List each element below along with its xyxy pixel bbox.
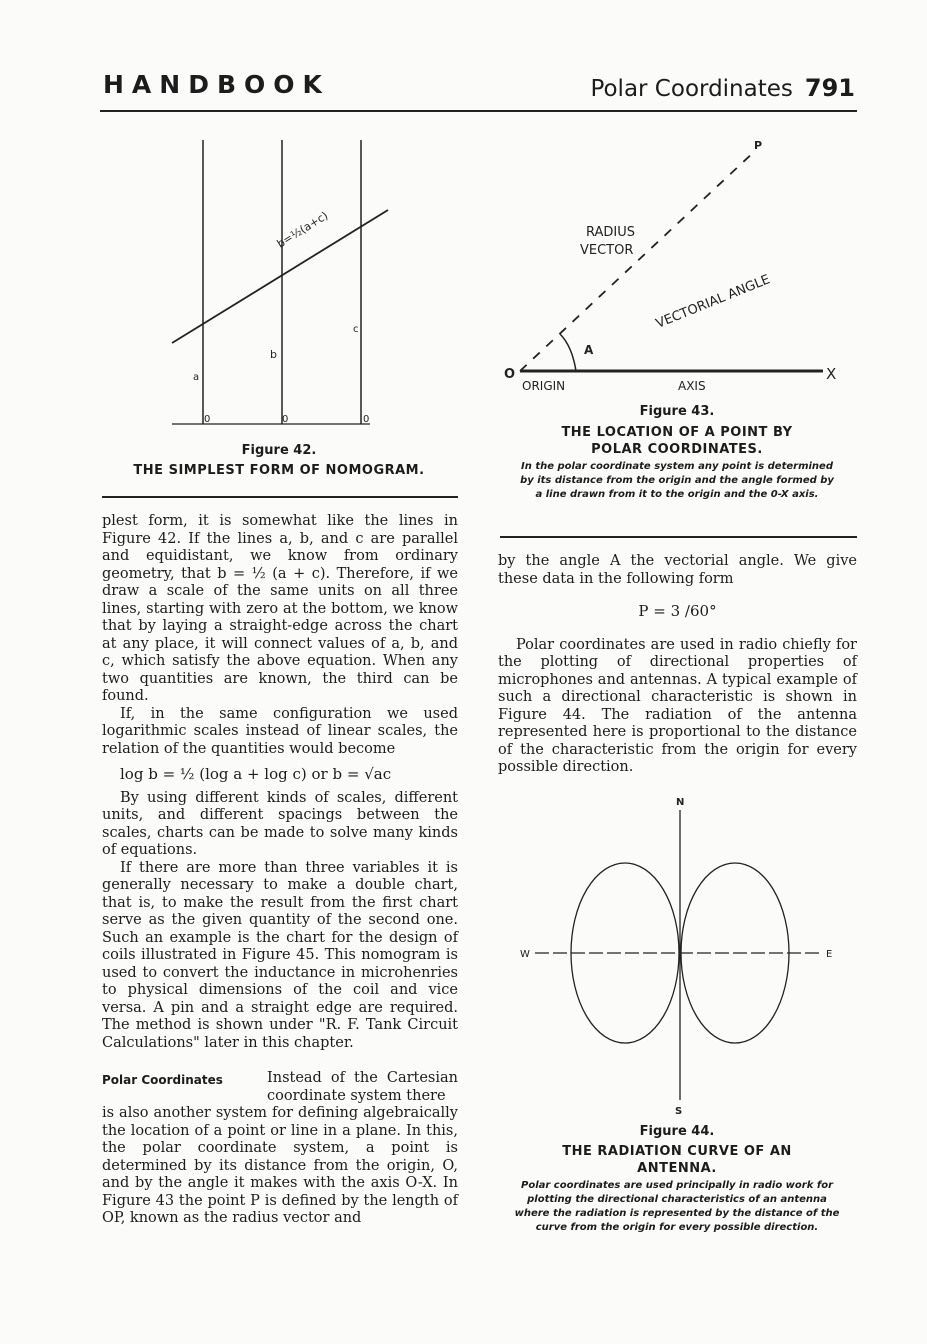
figure-42-title: THE SIMPLEST FORM OF NOMOGRAM. [133, 463, 425, 478]
figure-43-number: Figure 43. [639, 404, 715, 419]
polar-coordinates-section [102, 1070, 458, 1105]
label-e: E [826, 949, 833, 960]
left-column-text [102, 513, 458, 1228]
label-radius: RADIUS [586, 225, 636, 240]
formula-label: b=½(a+c) [274, 209, 331, 251]
paragraph: Polar coordinates are used in radio chiefly for the plotting of directional properties of microphones and antennas. A typical example of such a directional characteristic is shown in Figure 44. The radiation of the antenna represented here is proportional to the distance of the characteristic from the origin for every possible direction. [498, 636, 857, 775]
side-heading: Polar Coordinates [102, 1073, 223, 1087]
label-p: P [754, 139, 763, 152]
zero-label-b: 0 [282, 414, 289, 425]
zero-label-c: 0 [363, 414, 370, 425]
label-n: N [676, 797, 685, 808]
polar-equation: P = 3 /60° [638, 602, 717, 620]
figure-44-radiation-curve [505, 790, 855, 1120]
running-header-title: HANDBOOK [103, 70, 330, 99]
paragraph: By using different kinds of scales, different units, and different spacings between the scales, charts can be made to solve many kinds of equations. [102, 789, 458, 858]
label-vectorial-angle: VECTORIAL ANGLE [653, 272, 773, 332]
label-origin: ORIGIN [522, 379, 566, 393]
header-rule [100, 110, 857, 112]
label-x: X [826, 365, 837, 383]
label-s: S [675, 1106, 683, 1117]
figure-44-title: THE RADIATION CURVE OF AN ANTENNA. [562, 1144, 792, 1176]
figure-42-nomogram [160, 130, 410, 430]
page-number: 791 [804, 74, 855, 102]
angle-arc [560, 334, 576, 371]
figure-43-caption: In the polar coordinate system any point is determined by its distance from the origin and the angle formed by a line drawn from it to the origin and the 0-X axis. [520, 461, 834, 500]
label-a: a [193, 372, 200, 383]
right-column-text [498, 553, 857, 777]
paragraph: plest form, it is somewhat like the lines in Figure 42. If the lines a, b, and c are parallel and equidistant, we know from ordinary geometry, that b = ½ (a + c). Therefore, if we draw a scale of the same units on all three lines, starting with zero at the bottom, we know that by laying a straight-edge across the chart at any place, it will connect values of a, b, and c, which satisfy the above equation. When any two quantities are known, the third can be found. [102, 513, 458, 704]
label-w: W [520, 949, 530, 960]
figure-43-title: THE LOCATION OF A POINT BY POLAR COORDINATES. [561, 425, 793, 457]
label-axis: AXIS [678, 379, 706, 393]
figure-43-rule [500, 536, 857, 538]
running-header-right [590, 74, 855, 102]
section-title: Polar Coordinates [590, 76, 793, 102]
zero-label-a: 0 [204, 414, 211, 425]
figure-44-number: Figure 44. [639, 1124, 715, 1139]
label-o: O [504, 367, 516, 382]
paragraph-lead: Instead of the Cartesian coordinate system there [267, 1070, 458, 1104]
figure-42-rule [102, 496, 458, 498]
paragraph: If there are more than three variables it is generally necessary to make a double chart, that is, to make the result from the first chart serve as the given quantity of the second one. Such an example is the chart for the design of coils illustrated in Figure 45. This nomogram is used to convert the inductance in microhenries to physical dimensions of the coil and vice versa. A pin and a straight edge are required. The method is shown under "R. F. Tank Circuit Calculations" later in this chapter. [102, 859, 458, 1051]
paragraph: is also another system for defining algebraically the location of a point or line in a plane. In this, the polar coordinate system, a point is determined by its distance from the origin, O, and by the angle it makes with the axis O-X. In Figure 43 the point P is defined by the length of OP, known as the radius vector and [102, 1105, 458, 1226]
label-c: c [353, 324, 359, 335]
radius-vector-line [520, 150, 756, 371]
label-a: A [584, 343, 594, 357]
paragraph: by the angle A the vectorial angle. We give these data in the following form [498, 553, 857, 587]
figure-42-number: Figure 42. [241, 443, 317, 458]
figure-44-caption: Polar coordinates are used principally in radio work for plotting the directional characteristics of an antenna where the radiation is represented by the distance of the curve from the origin for every possible direction. [514, 1180, 840, 1233]
label-b: b [270, 348, 277, 361]
paragraph: If, in the same configuration we used logarithmic scales instead of linear scales, the relation of the quantities would become [102, 705, 458, 757]
label-vector: VECTOR [580, 243, 634, 258]
figure-43-polar-diagram [498, 128, 858, 398]
log-equation: log b = ½ (log a + log c) or b = √ac [120, 765, 392, 783]
